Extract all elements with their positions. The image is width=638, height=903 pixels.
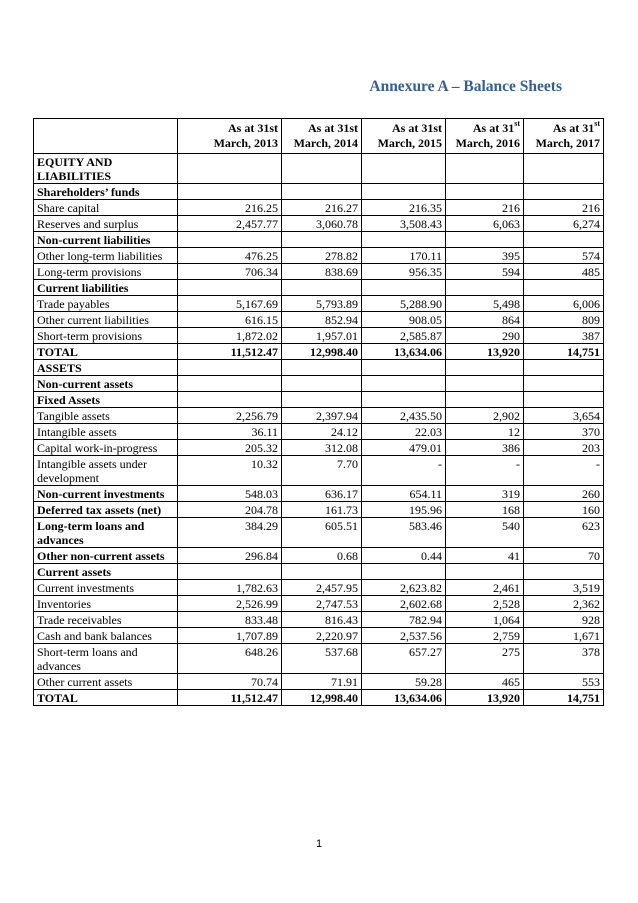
value-cell: 14,751 (524, 690, 604, 706)
column-header-line1: As at 31 (552, 121, 595, 135)
column-header-line1: As at 31st (228, 121, 278, 135)
table-row (34, 328, 604, 344)
value-cell (446, 376, 524, 392)
value-cell (362, 184, 446, 200)
value-cell: 5,167.69 (178, 296, 282, 312)
value-cell: 170.11 (362, 248, 446, 264)
value-cell (362, 392, 446, 408)
value-cell: 583.46 (362, 518, 446, 548)
value-cell: 12,998.40 (282, 690, 362, 706)
header-label-cell (34, 119, 178, 154)
value-cell (524, 564, 604, 580)
value-cell: 386 (446, 440, 524, 456)
value-cell (362, 376, 446, 392)
value-cell: 2,220.97 (282, 628, 362, 644)
value-cell: 216.25 (178, 200, 282, 216)
table-row (34, 628, 604, 644)
value-cell (178, 184, 282, 200)
value-cell (446, 232, 524, 248)
row-label: TOTAL (34, 690, 178, 706)
table-row (34, 296, 604, 312)
table-row (34, 424, 604, 440)
table-row (34, 456, 604, 486)
value-cell: 1,064 (446, 612, 524, 628)
row-label: Long-term loans and advances (34, 518, 178, 548)
table-row (34, 200, 604, 216)
value-cell (178, 392, 282, 408)
column-header (282, 119, 362, 154)
value-cell: 1,872.02 (178, 328, 282, 344)
value-cell: 809 (524, 312, 604, 328)
value-cell (282, 280, 362, 296)
value-cell: 864 (446, 312, 524, 328)
value-cell (446, 392, 524, 408)
value-cell: 6,274 (524, 216, 604, 232)
total-row (34, 690, 604, 706)
column-header-line1: As at 31st (392, 121, 442, 135)
value-cell: 290 (446, 328, 524, 344)
column-header-line2: March, 2014 (293, 136, 358, 150)
value-cell: 2,902 (446, 408, 524, 424)
row-label: Other long-term liabilities (34, 248, 178, 264)
row-label: Cash and bank balances (34, 628, 178, 644)
row-label: EQUITY AND LIABILITIES (34, 154, 178, 184)
value-cell: 476.25 (178, 248, 282, 264)
value-cell: 1,957.01 (282, 328, 362, 344)
value-cell: 1,782.63 (178, 580, 282, 596)
table-row (34, 312, 604, 328)
table-row (34, 548, 604, 564)
value-cell (524, 184, 604, 200)
value-cell (282, 360, 362, 376)
value-cell (178, 360, 282, 376)
row-label: Non-current liabilities (34, 232, 178, 248)
value-cell: 2,362 (524, 596, 604, 612)
row-label: Deferred tax assets (net) (34, 502, 178, 518)
value-cell (178, 564, 282, 580)
value-cell: 605.51 (282, 518, 362, 548)
value-cell: 956.35 (362, 264, 446, 280)
value-cell: 216.35 (362, 200, 446, 216)
total-row (34, 344, 604, 360)
value-cell: 161.73 (282, 502, 362, 518)
value-cell (524, 392, 604, 408)
table-body (34, 154, 604, 706)
value-cell (178, 232, 282, 248)
table-row (34, 644, 604, 674)
value-cell: 0.68 (282, 548, 362, 564)
row-label: Trade receivables (34, 612, 178, 628)
value-cell: 833.48 (178, 612, 282, 628)
value-cell: 574 (524, 248, 604, 264)
value-cell: - (524, 456, 604, 486)
value-cell: 11,512.47 (178, 690, 282, 706)
value-cell: 2,528 (446, 596, 524, 612)
value-cell: 553 (524, 674, 604, 690)
value-cell: 465 (446, 674, 524, 690)
row-label: Inventories (34, 596, 178, 612)
value-cell: 657.27 (362, 644, 446, 674)
value-cell: 616.15 (178, 312, 282, 328)
value-cell: 160 (524, 502, 604, 518)
value-cell: 816.43 (282, 612, 362, 628)
value-cell: 12 (446, 424, 524, 440)
value-cell: 537.68 (282, 644, 362, 674)
row-label: TOTAL (34, 344, 178, 360)
value-cell: 2,585.87 (362, 328, 446, 344)
column-header-line2: March, 2016 (455, 136, 520, 150)
table-row (34, 440, 604, 456)
value-cell: 3,060.78 (282, 216, 362, 232)
value-cell (446, 280, 524, 296)
value-cell: 838.69 (282, 264, 362, 280)
value-cell: 216.27 (282, 200, 362, 216)
column-header (178, 119, 282, 154)
value-cell: 296.84 (178, 548, 282, 564)
column-header (446, 119, 524, 154)
value-cell: 59.28 (362, 674, 446, 690)
value-cell: 395 (446, 248, 524, 264)
value-cell: 387 (524, 328, 604, 344)
value-cell: 908.05 (362, 312, 446, 328)
value-cell: 205.32 (178, 440, 282, 456)
value-cell: 1,671 (524, 628, 604, 644)
column-header-superscript: st (594, 119, 600, 128)
row-label: Short-term provisions (34, 328, 178, 344)
value-cell: 216 (524, 200, 604, 216)
value-cell: 312.08 (282, 440, 362, 456)
value-cell: 378 (524, 644, 604, 674)
value-cell (282, 154, 362, 184)
value-cell: 485 (524, 264, 604, 280)
value-cell: 2,526.99 (178, 596, 282, 612)
page-title: Annexure A – Balance Sheets (369, 78, 562, 95)
row-label: ASSETS (34, 360, 178, 376)
value-cell: 22.03 (362, 424, 446, 440)
value-cell (178, 154, 282, 184)
value-cell: 6,063 (446, 216, 524, 232)
table-row (34, 502, 604, 518)
table-row (34, 612, 604, 628)
row-label: Other non-current assets (34, 548, 178, 564)
value-cell: 594 (446, 264, 524, 280)
value-cell: 260 (524, 486, 604, 502)
table-row (34, 248, 604, 264)
value-cell (446, 154, 524, 184)
table-header-row (34, 119, 604, 154)
value-cell: 13,634.06 (362, 344, 446, 360)
value-cell (362, 232, 446, 248)
value-cell: 5,793.89 (282, 296, 362, 312)
column-header (362, 119, 446, 154)
value-cell: 706.34 (178, 264, 282, 280)
row-label: Shareholders’ funds (34, 184, 178, 200)
table-row (34, 360, 604, 376)
column-header (524, 119, 604, 154)
table-row (34, 264, 604, 280)
value-cell: 70.74 (178, 674, 282, 690)
row-label: Capital work-in-progress (34, 440, 178, 456)
value-cell (178, 376, 282, 392)
value-cell: 370 (524, 424, 604, 440)
row-label: Intangible assets under development (34, 456, 178, 486)
value-cell: 11,512.47 (178, 344, 282, 360)
value-cell: 24.12 (282, 424, 362, 440)
table-row (34, 674, 604, 690)
value-cell: 216 (446, 200, 524, 216)
value-cell (362, 280, 446, 296)
value-cell (446, 564, 524, 580)
value-cell: 168 (446, 502, 524, 518)
value-cell: 3,654 (524, 408, 604, 424)
value-cell (362, 154, 446, 184)
value-cell (362, 360, 446, 376)
value-cell (524, 232, 604, 248)
value-cell (524, 360, 604, 376)
row-label: Non-current investments (34, 486, 178, 502)
value-cell: - (446, 456, 524, 486)
table-row (34, 564, 604, 580)
value-cell (282, 564, 362, 580)
value-cell (446, 360, 524, 376)
value-cell (178, 280, 282, 296)
row-label: Current liabilities (34, 280, 178, 296)
value-cell: 195.96 (362, 502, 446, 518)
table-row (34, 376, 604, 392)
value-cell: 782.94 (362, 612, 446, 628)
row-label: Tangible assets (34, 408, 178, 424)
table-row (34, 408, 604, 424)
column-header-line1: As at 31st (308, 121, 358, 135)
column-header-superscript: st (514, 119, 520, 128)
value-cell: 1,707.89 (178, 628, 282, 644)
row-label: Trade payables (34, 296, 178, 312)
value-cell: 71.91 (282, 674, 362, 690)
row-label: Share capital (34, 200, 178, 216)
row-label: Non-current assets (34, 376, 178, 392)
row-label: Short-term loans and advances (34, 644, 178, 674)
row-label: Other current liabilities (34, 312, 178, 328)
value-cell: 0.44 (362, 548, 446, 564)
value-cell (282, 376, 362, 392)
value-cell: 13,634.06 (362, 690, 446, 706)
value-cell: 319 (446, 486, 524, 502)
value-cell: 275 (446, 644, 524, 674)
value-cell: 2,537.56 (362, 628, 446, 644)
value-cell: 278.82 (282, 248, 362, 264)
row-label: Intangible assets (34, 424, 178, 440)
value-cell: 623 (524, 518, 604, 548)
row-label: Reserves and surplus (34, 216, 178, 232)
value-cell: 2,623.82 (362, 580, 446, 596)
value-cell (524, 154, 604, 184)
table-row (34, 280, 604, 296)
column-header-line2: March, 2017 (535, 136, 600, 150)
value-cell: 479.01 (362, 440, 446, 456)
value-cell: 203 (524, 440, 604, 456)
row-label: Current assets (34, 564, 178, 580)
table-row (34, 392, 604, 408)
value-cell (282, 184, 362, 200)
value-cell: 5,498 (446, 296, 524, 312)
page-number: 1 (315, 838, 323, 850)
value-cell (524, 376, 604, 392)
value-cell: - (362, 456, 446, 486)
value-cell: 7.70 (282, 456, 362, 486)
value-cell: 2,747.53 (282, 596, 362, 612)
value-cell: 3,519 (524, 580, 604, 596)
value-cell: 41 (446, 548, 524, 564)
column-header-line2: March, 2015 (377, 136, 442, 150)
value-cell (282, 392, 362, 408)
value-cell: 12,998.40 (282, 344, 362, 360)
value-cell: 2,457.95 (282, 580, 362, 596)
value-cell (446, 184, 524, 200)
value-cell: 13,920 (446, 690, 524, 706)
table-row (34, 154, 604, 184)
value-cell: 6,006 (524, 296, 604, 312)
value-cell: 2,461 (446, 580, 524, 596)
value-cell: 548.03 (178, 486, 282, 502)
value-cell: 13,920 (446, 344, 524, 360)
value-cell: 3,508.43 (362, 216, 446, 232)
value-cell: 70 (524, 548, 604, 564)
value-cell: 540 (446, 518, 524, 548)
value-cell: 2,602.68 (362, 596, 446, 612)
table-row (34, 486, 604, 502)
column-header-line2: March, 2013 (213, 136, 278, 150)
value-cell: 852.94 (282, 312, 362, 328)
value-cell: 654.11 (362, 486, 446, 502)
row-label: Long-term provisions (34, 264, 178, 280)
value-cell: 2,457.77 (178, 216, 282, 232)
value-cell: 384.29 (178, 518, 282, 548)
value-cell: 5,288.90 (362, 296, 446, 312)
value-cell: 636.17 (282, 486, 362, 502)
table-row (34, 518, 604, 548)
row-label: Fixed Assets (34, 392, 178, 408)
value-cell: 648.26 (178, 644, 282, 674)
value-cell: 14,751 (524, 344, 604, 360)
value-cell (362, 564, 446, 580)
value-cell: 36.11 (178, 424, 282, 440)
value-cell: 2,397.94 (282, 408, 362, 424)
table-row (34, 596, 604, 612)
value-cell: 204.78 (178, 502, 282, 518)
column-header-line1: As at 31 (472, 121, 515, 135)
value-cell (524, 280, 604, 296)
value-cell: 2,435.50 (362, 408, 446, 424)
value-cell: 928 (524, 612, 604, 628)
value-cell (282, 232, 362, 248)
value-cell: 2,256.79 (178, 408, 282, 424)
balance-sheet-table (33, 118, 604, 706)
row-label: Current investments (34, 580, 178, 596)
table-row (34, 580, 604, 596)
table-row (34, 232, 604, 248)
table-row (34, 216, 604, 232)
row-label: Other current assets (34, 674, 178, 690)
value-cell: 2,759 (446, 628, 524, 644)
table-row (34, 184, 604, 200)
value-cell: 10.32 (178, 456, 282, 486)
